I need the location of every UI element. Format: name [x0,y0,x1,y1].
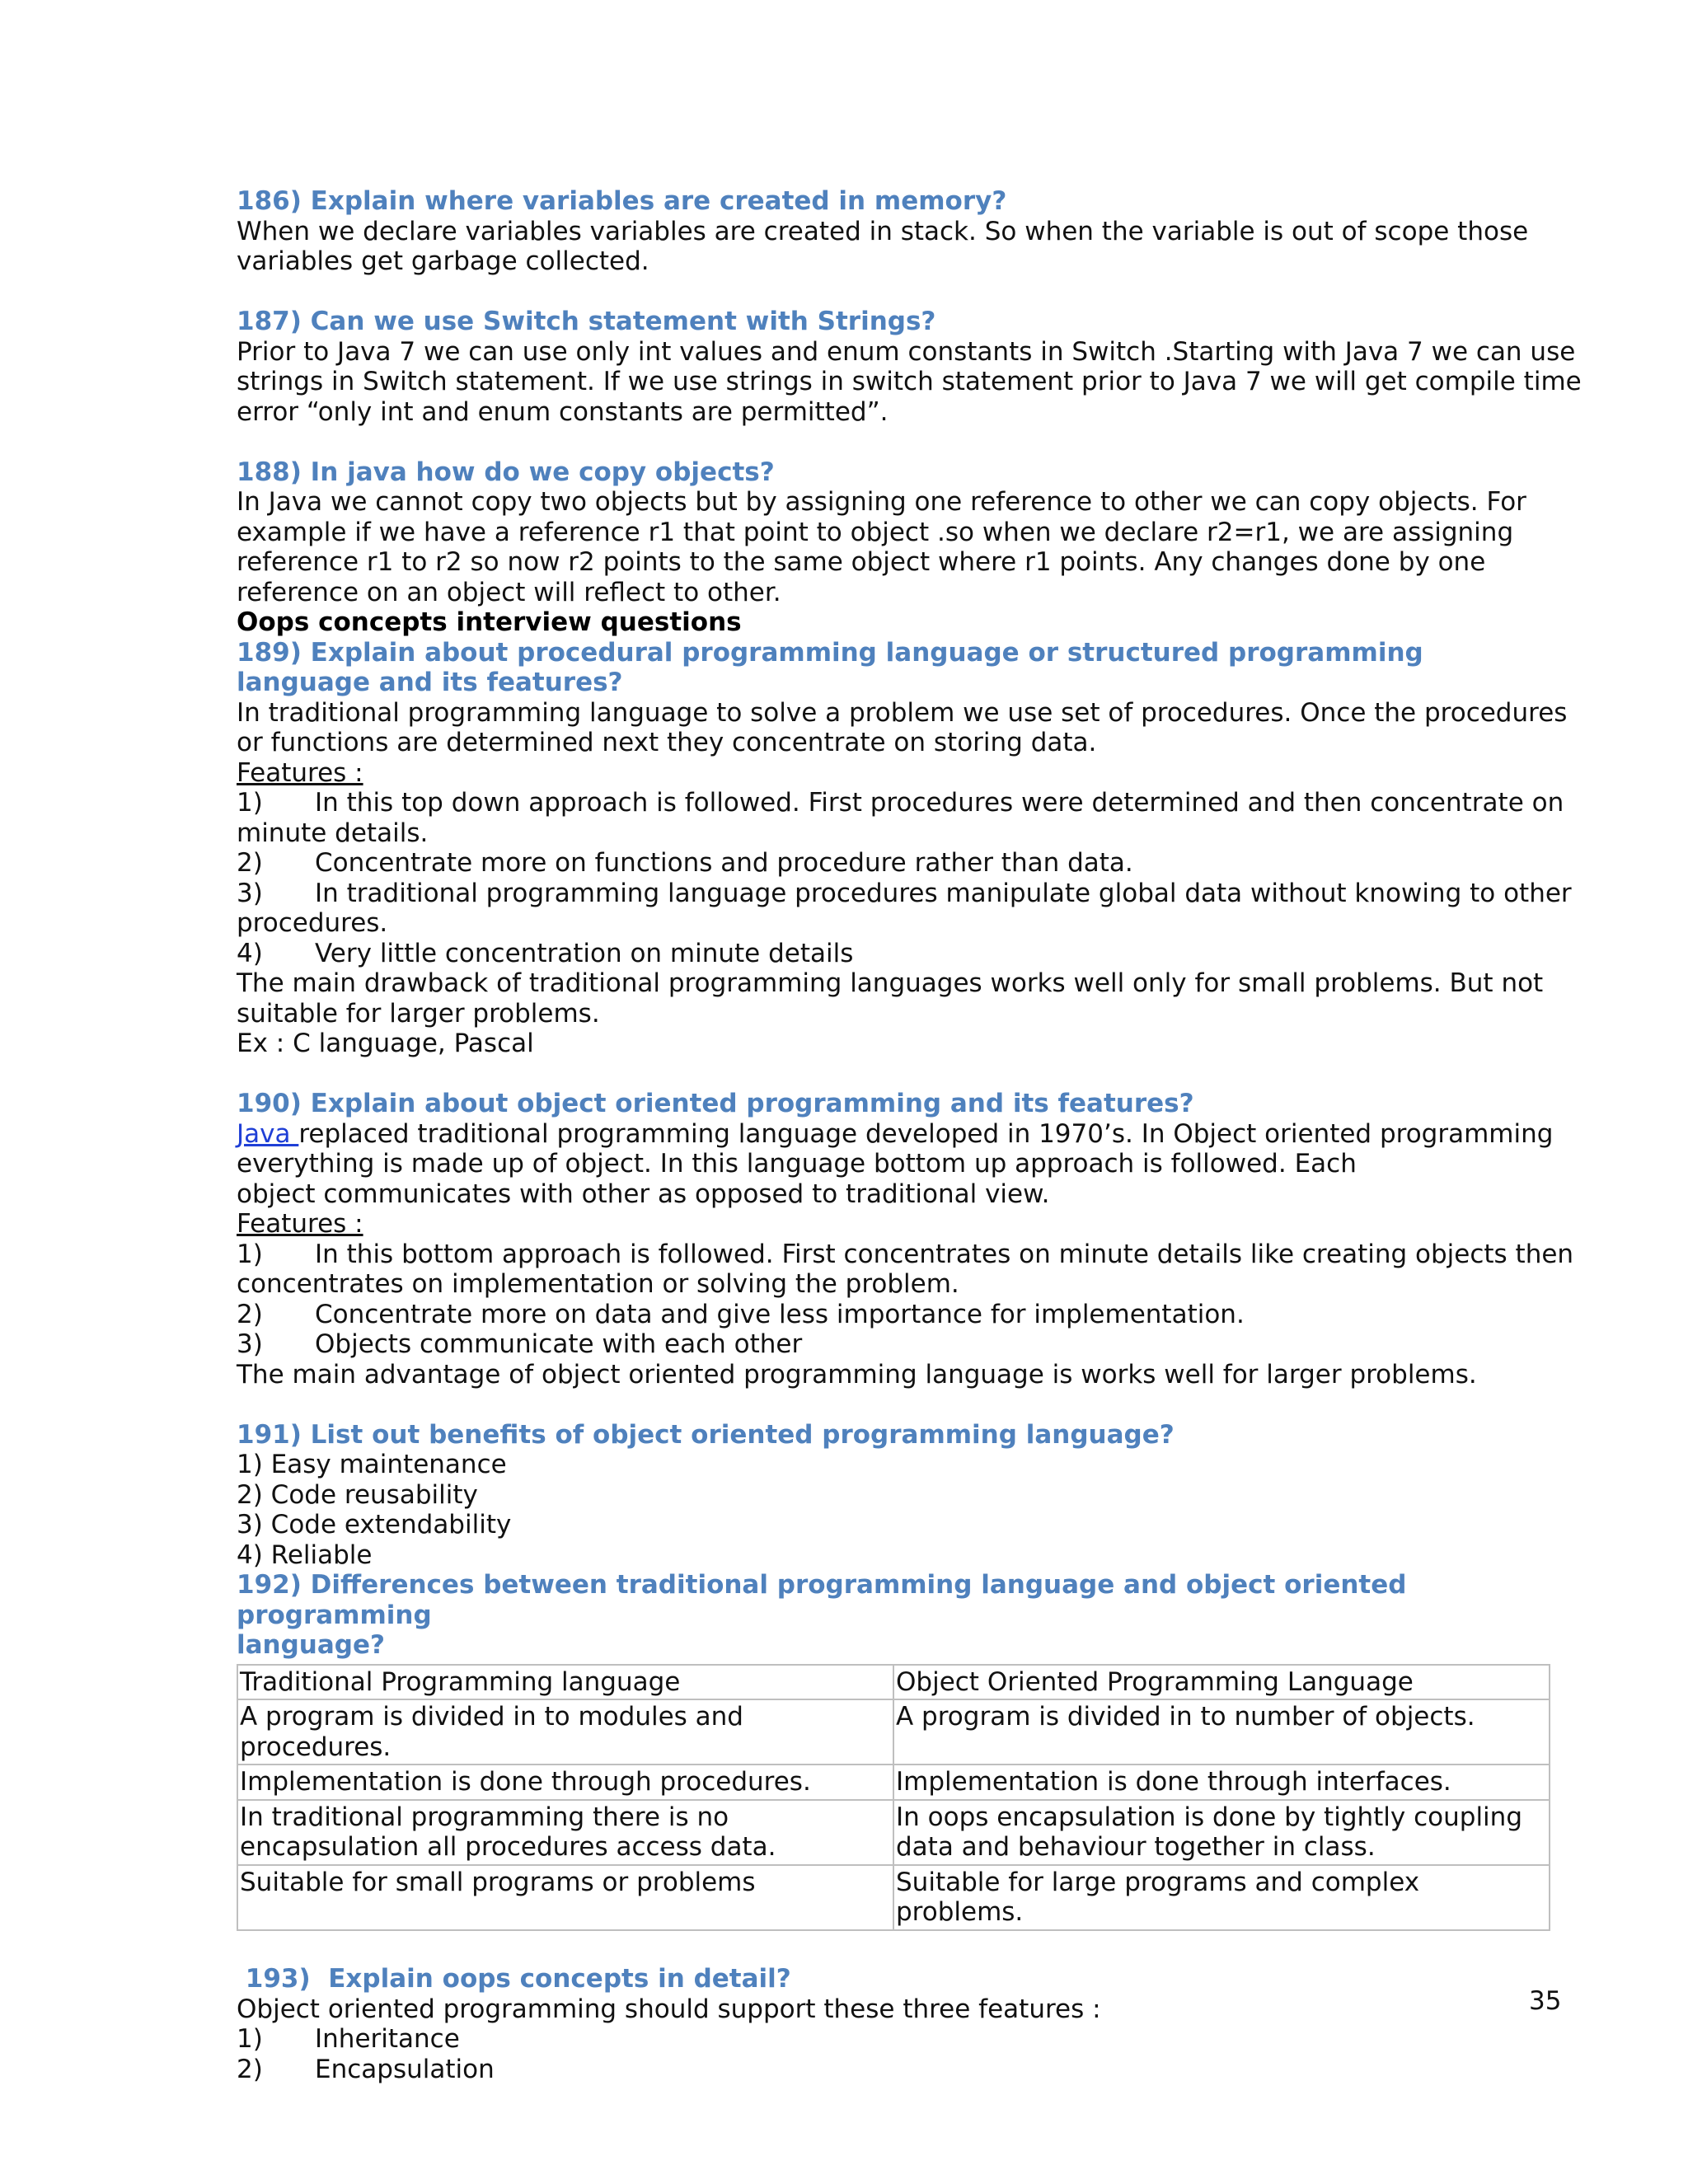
table-cell: Suitable for large programs and complex problems. [893,1865,1550,1930]
question-190-answer-line2: everything is made up of object. In this language bottom up approach is followed. Each [237,1149,1357,1179]
list-item: 1) Inheritance [237,2024,460,2054]
question-188-title: 188) In java how do we copy objects? [237,457,775,487]
list-item-continuation: procedures. [237,908,388,938]
comparison-table [237,1664,1550,1931]
list-item: 2) Code reusability [237,1479,478,1510]
table-cell: Object Oriented Programming Language [893,1665,1550,1700]
table-cell: Implementation is done through interfaces. [893,1765,1550,1800]
question-187-answer: Prior to Java 7 we can use only int values and enum constants in Switch .Starting with Java 7 we can use strings in Switch statement. If we use strings in switch statement prior to Java 7 we will get compile time error “only int and enum constants are permitted”. [237,336,1582,427]
list-item: 3) Code extendability [237,1510,512,1540]
features-label: Features : [237,1209,363,1239]
question-186-title: 186) Explain where variables are created in memory? [237,186,1007,216]
list-item: 4) Very little concentration on minute details [237,938,854,968]
question-190-title: 190) Explain about object oriented programming and its features? [237,1089,1194,1118]
table-cell: In traditional programming there is no encapsulation all procedures access data. [237,1800,893,1865]
question-193-answer: Object oriented programming should support these three features : [237,1994,1101,2024]
table-row [237,1865,1550,1930]
list-item: 2) Concentrate more on functions and procedure rather than data. [237,848,1133,878]
question-189-title-line1: 189) Explain about procedural programming language or structured programming [237,637,1423,668]
list-item: 2) Concentrate more on data and give less importance for implementation. [237,1299,1245,1329]
table-cell: Traditional Programming language [237,1665,893,1700]
list-item: 1) In this bottom approach is followed. First concentrates on minute details like creating objects then [237,1239,1574,1269]
list-item-continuation: minute details. [237,818,429,848]
table-cell: Implementation is done through procedures. [237,1765,893,1800]
table-cell: A program is divided in to number of objects. [893,1699,1550,1765]
question-190-answer-line3: object communicates with other as opposed to traditional view. [237,1179,1050,1209]
list-item: 2) Encapsulation [237,2054,495,2084]
advantage-text: The main advantage of object oriented programming language is works well for larger problems. [237,1359,1477,1390]
list-item: 3) Objects communicate with each other [237,1329,803,1359]
drawback-text: The main drawback of traditional programming languages works well only for small problems. But not suitable for larger problems. [237,968,1544,1029]
list-item: 4) Reliable [237,1540,373,1570]
table-cell: In oops encapsulation is done by tightly coupling data and behaviour together in class. [893,1800,1550,1865]
table-row [237,1765,1550,1800]
table-row [237,1800,1550,1865]
section-title: Oops concepts interview questions [237,607,742,637]
question-188-answer: In Java we cannot copy two objects but by assigning one reference to other we can copy objects. For example if we have a reference r1 that point to object .so when we declare r2=r1, we are assigning reference r1 to r2 so now r2 points to the same object where r1 points. Any changes done by one reference on an object will reflect to other. [237,487,1526,607]
table-cell: Suitable for small programs or problems [237,1865,893,1930]
example-text: Ex : C language, Pascal [237,1029,534,1058]
features-label: Features : [237,757,363,788]
question-190-answer-line1: Java replaced traditional programming language developed in 1970’s. In Object oriented programming [237,1118,1554,1149]
question-191-title: 191) List out benefits of object oriented programming language? [237,1419,1175,1450]
question-192-title-line2: language? [237,1630,385,1660]
question-193-title: 193) Explain oops concepts in detail? [237,1964,791,1994]
list-item: 1) In this top down approach is followed. First procedures were determined and then concentrate on [237,788,1564,818]
table-cell: A program is divided in to modules and procedures. [237,1699,893,1765]
page-number: 35 [1529,1986,1562,2016]
question-186-answer: When we declare variables variables are created in stack. So when the variable is out of scope those variables get garbage collected. [237,216,1529,276]
java-link[interactable]: Java [237,1118,299,1149]
question-192-title-line1: 192) Differences between traditional programming language and object oriented programming [237,1570,1407,1630]
page-content [237,186,1588,2084]
question-189-answer: In traditional programming language to solve a problem we use set of procedures. Once the procedures or functions are determined next they concentrate on storing data. [237,697,1568,757]
table-row [237,1699,1550,1765]
question-187-title: 187) Can we use Switch statement with Strings? [237,307,936,336]
list-item: 1) Easy maintenance [237,1450,507,1479]
question-189-title-line2: language and its features? [237,668,623,697]
list-item-continuation: concentrates on implementation or solving the problem. [237,1269,959,1299]
list-item: 3) In traditional programming language procedures manipulate global data without knowing to other [237,878,1572,908]
table-row [237,1665,1550,1700]
